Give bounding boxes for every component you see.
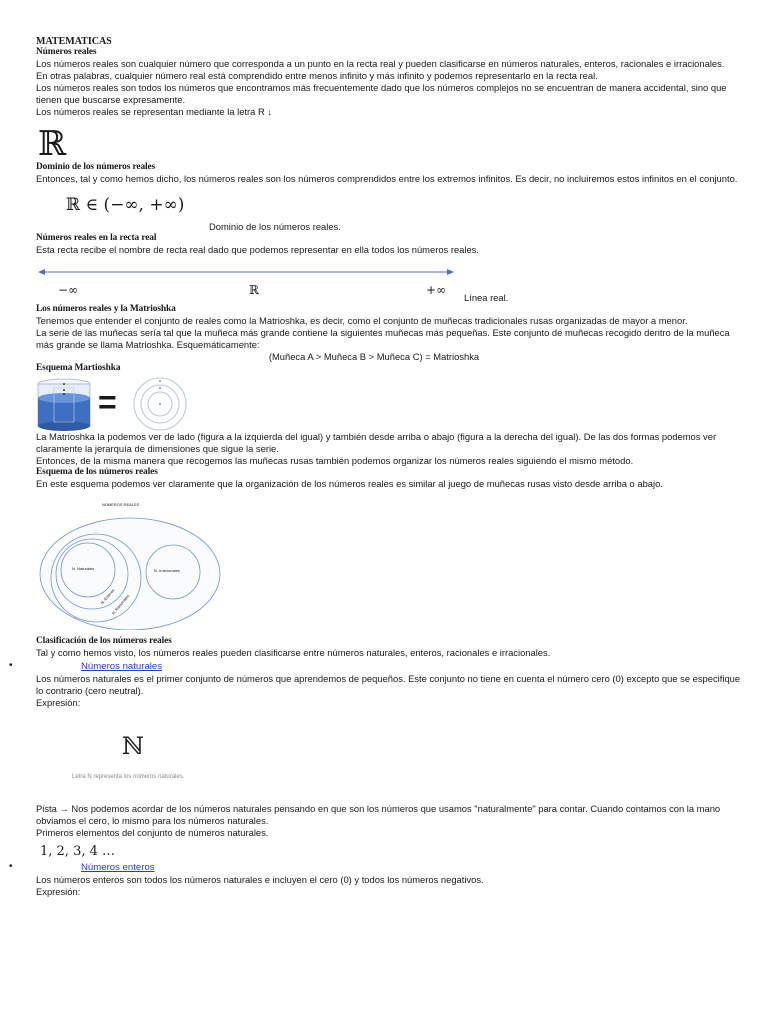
diagram-label-naturales: N. Naturales: [72, 566, 95, 571]
diagram-label-reales: NÚMEROS REALES: [102, 502, 140, 507]
bullet-icon: •: [9, 861, 13, 872]
equals-sign: =: [98, 384, 117, 420]
paragraph: Pista → Nos podemos acordar de los números naturales pensando en que son los números que usamos "naturalmente" para contar. Cuando contamos con la mano obviamos el cero, lo mismo para los números naturales.: [36, 803, 721, 826]
concentric-circles-image: [132, 376, 188, 432]
neg-infinity-label: −∞: [58, 283, 79, 297]
paragraph: Esta recta recibe el nombre de recta real dado que podemos representar en ella todos los números reales.: [36, 244, 479, 255]
pos-infinity-label: +∞: [426, 283, 447, 297]
paragraph: Expresión:: [36, 697, 81, 708]
diagram-label-irracionales: N. Irracionales: [154, 568, 180, 573]
natural-symbol: ℕ: [122, 732, 144, 760]
sets-diagram-image: [36, 512, 226, 630]
real-label: ℝ: [249, 283, 259, 297]
bullet-icon: •: [9, 660, 13, 671]
heading-esquema-reales: Esquema de los números reales: [36, 467, 158, 477]
paragraph: Expresión:: [36, 886, 81, 897]
paragraph: Los números enteros son todos los números naturales e incluyen el cero (0) y todos los números negativos.: [36, 874, 484, 885]
link-numeros-enteros[interactable]: Números enteros: [81, 862, 155, 873]
matrioshka-figure: [36, 376, 742, 434]
real-numbers-diagram: [36, 502, 742, 642]
paragraph: Entonces, de la misma manera que recogemos las muñecas rusas también podemos organizar los números reales siguiendo el mismo método.: [36, 455, 634, 466]
real-symbol: ℝ: [38, 124, 67, 164]
real-line-caption: Línea real.: [464, 292, 509, 303]
heading-dominio: Dominio de los números reales: [36, 162, 156, 172]
domain-formula: ℝ ∈ (−∞, +∞): [66, 195, 185, 215]
paragraph: La serie de las muñecas sería tal que la muñeca más grande contiene la siguientes muñecas más pequeñas. Este conjunto de muñecas recogido dentro de la muñeca más grande se llama Matrioshka. Esquemáticamente:: [36, 327, 730, 350]
paragraph: Los números reales se representan mediante la letra R ↓: [36, 106, 273, 117]
natural-sequence: 1, 2, 3, 4 …: [40, 844, 116, 859]
heading-esquema-martioshka: Esquema Martioshka: [36, 363, 121, 373]
list-item: [9, 660, 742, 673]
domain-caption: Dominio de los números reales.: [209, 221, 341, 232]
paragraph: Primeros elementos del conjunto de números naturales.: [36, 827, 269, 838]
heading-matrioshka: Los números reales y la Matrioshka: [36, 304, 176, 314]
heading-clasificacion: Clasificación de los números reales: [36, 636, 172, 646]
real-line-figure: [36, 262, 742, 304]
document-page: [9, 36, 742, 898]
diagram-label-racionales: N. Racionales: [110, 593, 131, 616]
matrioshka-formula: (Muñeca A > Muñeca B > Muñeca C) = Matrioshka: [268, 351, 480, 362]
list-item: [9, 861, 742, 874]
paragraph: Tenemos que entender el conjunto de reales como la Matrioshka, es decir, como el conjunto de muñecas tradicionales rusas organizadas de mayor a menor.: [36, 315, 688, 326]
natural-expression-figure: [36, 733, 742, 795]
heading-numeros-reales: Números reales: [36, 47, 97, 57]
link-numeros-naturales[interactable]: Números naturales: [81, 661, 163, 672]
paragraph: En este esquema podemos ver claramente que la organización de los números reales es similar al juego de muñecas rusas visto desde arriba o abajo.: [36, 478, 663, 489]
diagram-label-enteros: N. Enteros: [99, 587, 116, 606]
paragraph: La Matrioshka la podemos ver de lado (figura a la izquierda del igual) y también desde arriba o abajo (figura a la derecha del igual). De las dos formas podemos ver claramente la jerarquía de dimensiones que sigue la serie.: [36, 431, 717, 454]
paragraph: Los números reales son cualquier número que corresponda a un punto en la recta real y pueden clasificarse en números naturales, enteros, racionales e irracionales.: [36, 58, 725, 69]
real-line-arrow: [36, 266, 456, 278]
page-title: MATEMATICAS: [36, 36, 112, 47]
paragraph: Tal y como hemos visto, los números reales pueden clasificarse entre números naturales, enteros, racionales e irracionales.: [36, 647, 551, 658]
paragraph: En otras palabras, cualquier número real está comprendido entre menos infinito y más infinito y podemos representarlo en la recta real.: [36, 70, 598, 81]
nested-cylinders-image: [36, 376, 92, 432]
heading-recta-real: Números reales en la recta real: [36, 233, 157, 243]
natural-caption: Letra N representa los números naturales.: [72, 774, 185, 780]
paragraph: Los números reales son todos los números que encontramos más frecuentemente dado que los números complejos no se encuentran de manera accidental, sino que tienen que buscarse expresamente.: [36, 82, 727, 105]
paragraph: Los números naturales es el primer conjunto de números que aprendemos de pequeños. Este conjunto no tiene en cuenta el número cero (0) excepto que se especifique lo contrario (cero neutral).: [36, 673, 741, 696]
paragraph: Entonces, tal y como hemos dicho, los números reales son los números comprendidos entre los extremos infinitos. Es decir, no incluiremos estos infinitos en el conjunto.: [36, 173, 738, 184]
